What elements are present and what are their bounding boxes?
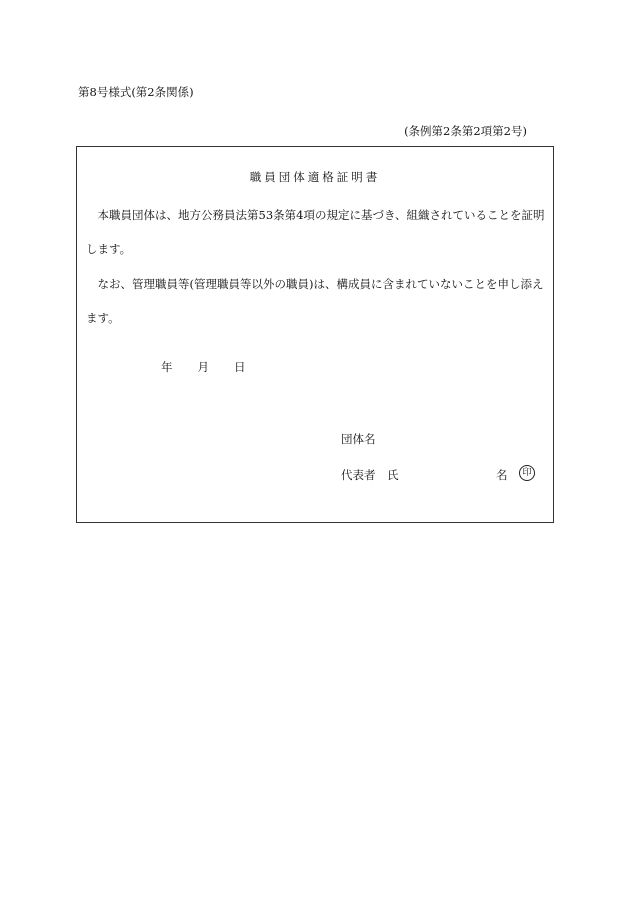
- organization-name-label: 団体名: [341, 432, 376, 446]
- date-day-label: 日: [234, 360, 246, 374]
- form-number: 第8号様式(第2条関係): [78, 85, 194, 99]
- note-paragraph: なお、管理職員等(管理職員等以外の職員)は、構成員に含まれていないことを申し添えます。: [86, 277, 544, 325]
- certification-paragraph: 本職員団体は、地方公務員法第53条第4項の規定に基づき、組織されていることを証明します。: [86, 208, 545, 256]
- certificate-box: [76, 146, 554, 523]
- representative-name-suffix: 名: [496, 468, 508, 482]
- date-line: [161, 359, 246, 375]
- representative-label: 代表者 氏: [341, 468, 399, 482]
- ordinance-reference: (条例第2条第2項第2号): [404, 124, 527, 138]
- date-year-label: 年: [161, 360, 173, 374]
- date-month-label: 月: [197, 360, 209, 374]
- certificate-title: 職員団体適格証明書: [249, 170, 381, 184]
- seal-mark: 印: [519, 465, 535, 481]
